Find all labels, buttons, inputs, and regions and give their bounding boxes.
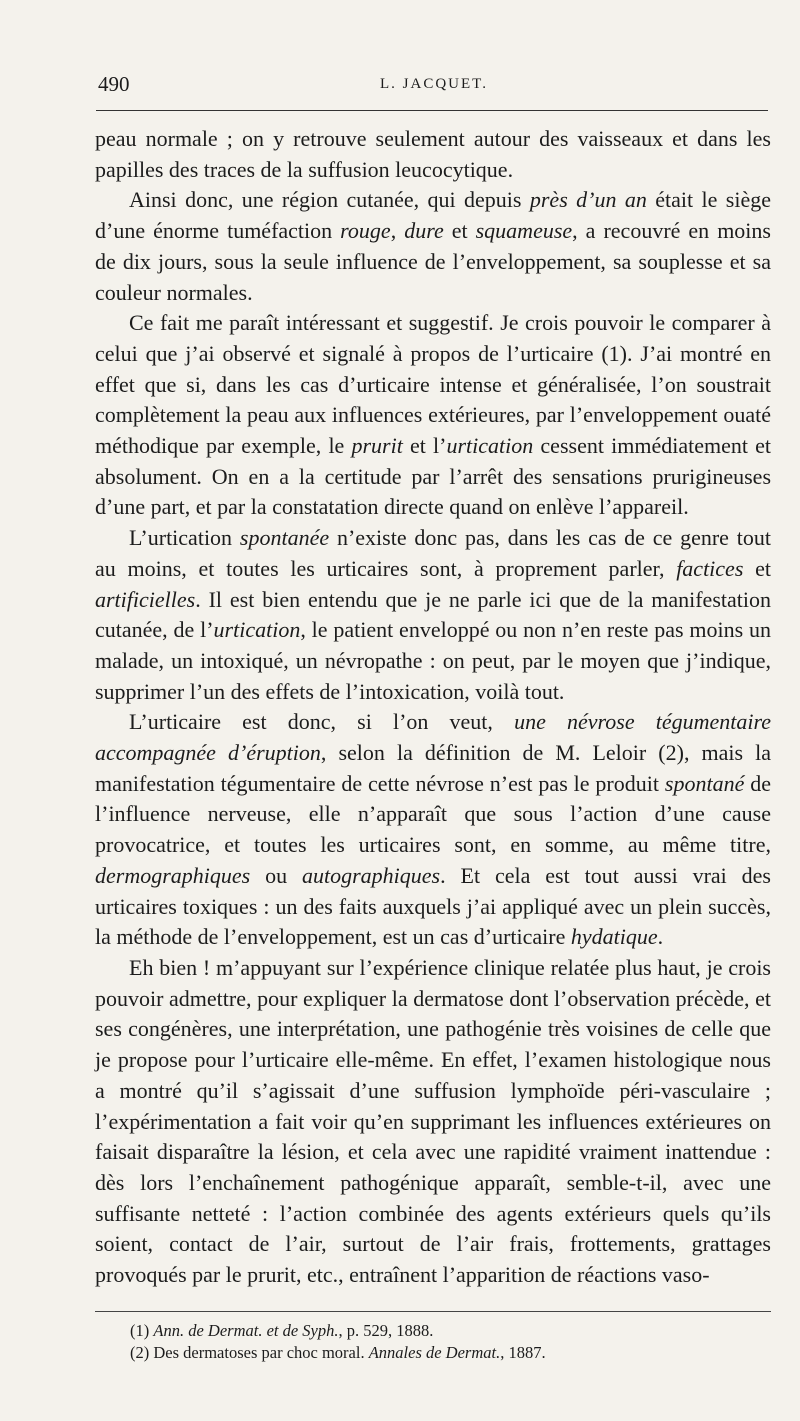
text-run: . Et cela est tout aussi vrai des urticaires toxiques : un des faits auxquels j’ai appliqué avec un plein succès, la méthode de l’enveloppement, est un cas d’urticaire (95, 862, 771, 950)
body-text (95, 124, 771, 1291)
italic-run: factices (676, 555, 744, 581)
footnote (130, 1342, 770, 1364)
header-rule (96, 110, 768, 111)
footnote-rule (95, 1311, 771, 1312)
text-run: était le siège d’une énorme tuméfaction (95, 187, 771, 244)
text-run: . Il est bien entendu que je ne parle ici que de la manifestation cutanée, de l’ (95, 586, 771, 643)
text-run: n’existe donc pas, dans les cas de ce genre tout au moins, et toutes les urticaires sont, à proprement parler, (95, 525, 771, 581)
italic-run: dure (404, 218, 444, 244)
footnotes (130, 1320, 770, 1364)
footnote (130, 1320, 770, 1342)
italic-run: artificielles (95, 586, 196, 612)
text-run: , (390, 218, 405, 244)
text-run: Ce fait me paraît intéressant et suggestif. Je crois pouvoir le comparer à celui que j’ai observé et signalé à propos de l’urticaire (1). J’ai montré en effet que si, dans les cas d’urticaire intense et généralisée, l’on soustrait complètement la peau aux influences extérieures, par l’enveloppement ouaté méthodique par exemple, le (95, 310, 771, 459)
paragraph (95, 523, 771, 707)
text-run: et (443, 218, 476, 244)
text-run: L’urtication (129, 525, 240, 551)
paragraph (95, 185, 771, 308)
italic-run: Ann. de Dermat. et de Syph. (153, 1321, 339, 1340)
paragraph (95, 124, 771, 185)
text-run: ou (250, 862, 302, 888)
text-run: , a recouvré en moins de dix jours, sous la seule influence de l’enveloppement, sa souplesse et sa couleur normales. (95, 218, 771, 305)
italic-run: Annales de Dermat. (368, 1343, 501, 1362)
text-run: , p. 529, 1888. (338, 1321, 434, 1340)
text-run: et (743, 555, 771, 581)
text-run: , 1887. (500, 1343, 546, 1362)
page-number: 490 (98, 72, 130, 96)
text-run: et l’ (402, 433, 447, 459)
text-run: (1) (130, 1321, 154, 1340)
text-run: peau normale ; on y retrouve seulement autour des vaisseaux et dans les papilles des traces de la suffusion leucocytique. (95, 126, 771, 182)
italic-run: squameuse (475, 218, 573, 244)
italic-run: une névrose tégumentaire accompagnée d’éruption (95, 709, 771, 766)
text-run: . (657, 924, 664, 950)
text-run: L’urticaire est donc, si l’on veut, (129, 709, 515, 735)
italic-run: autographiques (302, 862, 441, 888)
italic-run: rouge (340, 218, 391, 244)
text-run: Ainsi donc, une région cutanée, qui depuis (129, 187, 530, 213)
text-run: , selon la définition de M. Leloir (2), mais la manifestation tégumentaire de cette névrose n’est pas le produit (95, 740, 771, 796)
italic-run: prurit (351, 433, 403, 459)
text-run: cessent immédiatement et absolument. On en a la certitude par l’arrêt des sensations prurigineuses d’une part, et par la constatation directe quand on enlève l’appareil. (95, 433, 771, 520)
italic-run: spontanée (239, 525, 330, 551)
italic-run: urtication (446, 433, 534, 459)
text-run: (2) Des dermatoses par choc moral. (130, 1343, 369, 1362)
paragraph (95, 308, 771, 523)
italic-run: hydatique (570, 924, 658, 950)
italic-run: près d’un an (529, 187, 647, 213)
text-run: de l’influence nerveuse, elle n’apparaît que sous l’action d’une cause provocatrice, et toutes les urticaires sont, en somme, au même titre, (95, 770, 772, 858)
italic-run: dermographiques (95, 862, 251, 888)
paragraph (95, 953, 771, 1291)
italic-run: spontané (664, 770, 745, 796)
text-run: Eh bien ! m’appuyant sur l’expérience clinique relatée plus haut, je crois pouvoir admettre, pour expliquer la dermatose dont l’observation précède, et ses congénères, une interprétation, une pathogénie très voisines de celle que je propose pour l’urticaire elle-même. En effet, l’examen histologique nous a montré qu’il s’agissait d’une suffusion lymphoïde péri-vasculaire ; l’expérimentation a fait voir qu’en supprimant les influences extérieures on faisait disparaître la lésion, et cela avec une rapidité vraiment inattendue : dès lors l’enchaînement pathogénique apparaît, semble-t-il, avec une suffisante netteté : l’action combinée des agents extérieurs quels qu’ils soient, contact de l’air, surtout de l’air frais, frottements, grattages provoqués par le prurit, etc., entraînent l’apparition de réactions vaso- (95, 954, 771, 1288)
text-run: , le patient enveloppé ou non n’en reste pas moins un malade, un intoxiqué, un névropathe : on peut, par le moyen que j’indique, supprimer l’un des effets de l’intoxication, voilà tout. (95, 617, 772, 704)
paragraph (95, 707, 771, 953)
running-head (98, 72, 768, 102)
italic-run: urtication (213, 617, 301, 643)
running-title: L. JACQUET. (380, 76, 488, 92)
